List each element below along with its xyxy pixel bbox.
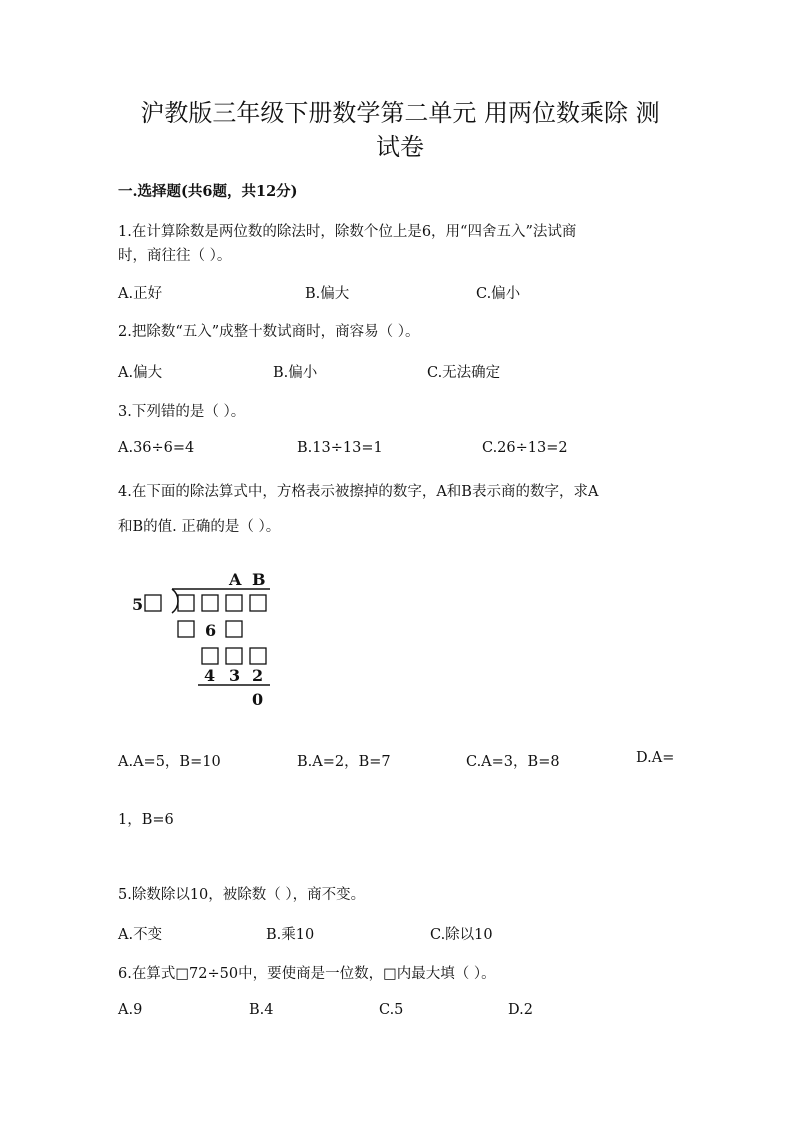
question-2-option-c[interactable]: C.无法确定 — [427, 365, 501, 381]
remainder-digit: 0 — [252, 690, 264, 709]
blank-box — [202, 648, 218, 664]
row4-digit: 4 — [204, 666, 216, 685]
blank-box — [178, 621, 194, 637]
exam-title — [120, 96, 680, 164]
blank-box — [226, 595, 242, 611]
blank-box — [226, 648, 242, 664]
middle-digit: 6 — [205, 621, 217, 640]
question-1-option-c[interactable]: C.偏小 — [476, 286, 521, 302]
question-6-option-b[interactable]: B.4 — [249, 1002, 274, 1018]
long-division-diagram — [128, 565, 288, 715]
question-3-option-b[interactable]: B.13÷13=1 — [297, 440, 383, 456]
question-6-option-c[interactable]: C.5 — [379, 1002, 404, 1018]
question-2-option-b[interactable]: B.偏小 — [273, 365, 318, 381]
question-1-line-2: 时，商往往（ ）。 — [118, 248, 232, 264]
question-6-line-1: 6.在算式□72÷50中，要使商是一位数，□内最大填（ ）。 — [118, 966, 496, 982]
question-4-option-b[interactable]: B.A=2，B=7 — [297, 754, 391, 770]
question-4-line-1: 4.在下面的除法算式中，方格表示被擦掉的数字，A和B表示商的数字，求A — [118, 484, 599, 500]
question-1-line-1: 1.在计算除数是两位数的除法时，除数个位上是6，用“四舍五入”法试商 — [118, 224, 577, 240]
question-5-option-b[interactable]: B.乘10 — [266, 927, 315, 943]
question-1-option-a[interactable]: A.正好 — [118, 286, 163, 302]
question-4-option-d[interactable]: D.A= — [636, 750, 675, 766]
blank-box — [250, 648, 266, 664]
question-5-option-a[interactable]: A.不变 — [118, 927, 163, 943]
blank-box — [226, 621, 242, 637]
question-4-option-c[interactable]: C.A=3，B=8 — [466, 754, 560, 770]
question-6-option-a[interactable]: A.9 — [118, 1002, 143, 1018]
title-line-1: 沪教版三年级下册数学第二单元 用两位数乘除 测 — [140, 99, 660, 127]
blank-box — [250, 595, 266, 611]
question-4-line-2: 和B的值. 正确的是（ ）。 — [118, 519, 281, 535]
question-1-option-b[interactable]: B.偏大 — [305, 286, 350, 302]
question-5-line-1: 5.除数除以10，被除数（ ），商不变。 — [118, 887, 366, 903]
question-3-option-a[interactable]: A.36÷6=4 — [118, 440, 195, 456]
blank-box — [202, 595, 218, 611]
row4-digit: 2 — [252, 666, 264, 685]
question-3-option-c[interactable]: C.26÷13=2 — [482, 440, 568, 456]
section-heading: 一.选择题(共6题，共12分) — [118, 183, 298, 200]
title-line-2: 试卷 — [376, 133, 424, 161]
question-6-option-d[interactable]: D.2 — [508, 1002, 533, 1018]
quotient-a-label: A — [229, 570, 242, 589]
question-5-option-c[interactable]: C.除以10 — [430, 927, 493, 943]
row4-digit: 3 — [229, 666, 241, 685]
question-4-option-a[interactable]: A.A=5，B=10 — [118, 754, 221, 770]
quotient-b-label: B — [252, 570, 266, 589]
divisor-digit: 5 — [132, 595, 144, 614]
question-2-line-1: 2.把除数“五入”成整十数试商时，商容易（ ）。 — [118, 324, 420, 340]
blank-box — [145, 595, 161, 611]
blank-box — [178, 595, 194, 611]
question-2-option-a[interactable]: A.偏大 — [118, 365, 163, 381]
question-3-line-1: 3.下列错的是（ ）。 — [118, 404, 246, 420]
question-4-option-d-continued[interactable]: 1，B=6 — [118, 812, 174, 828]
